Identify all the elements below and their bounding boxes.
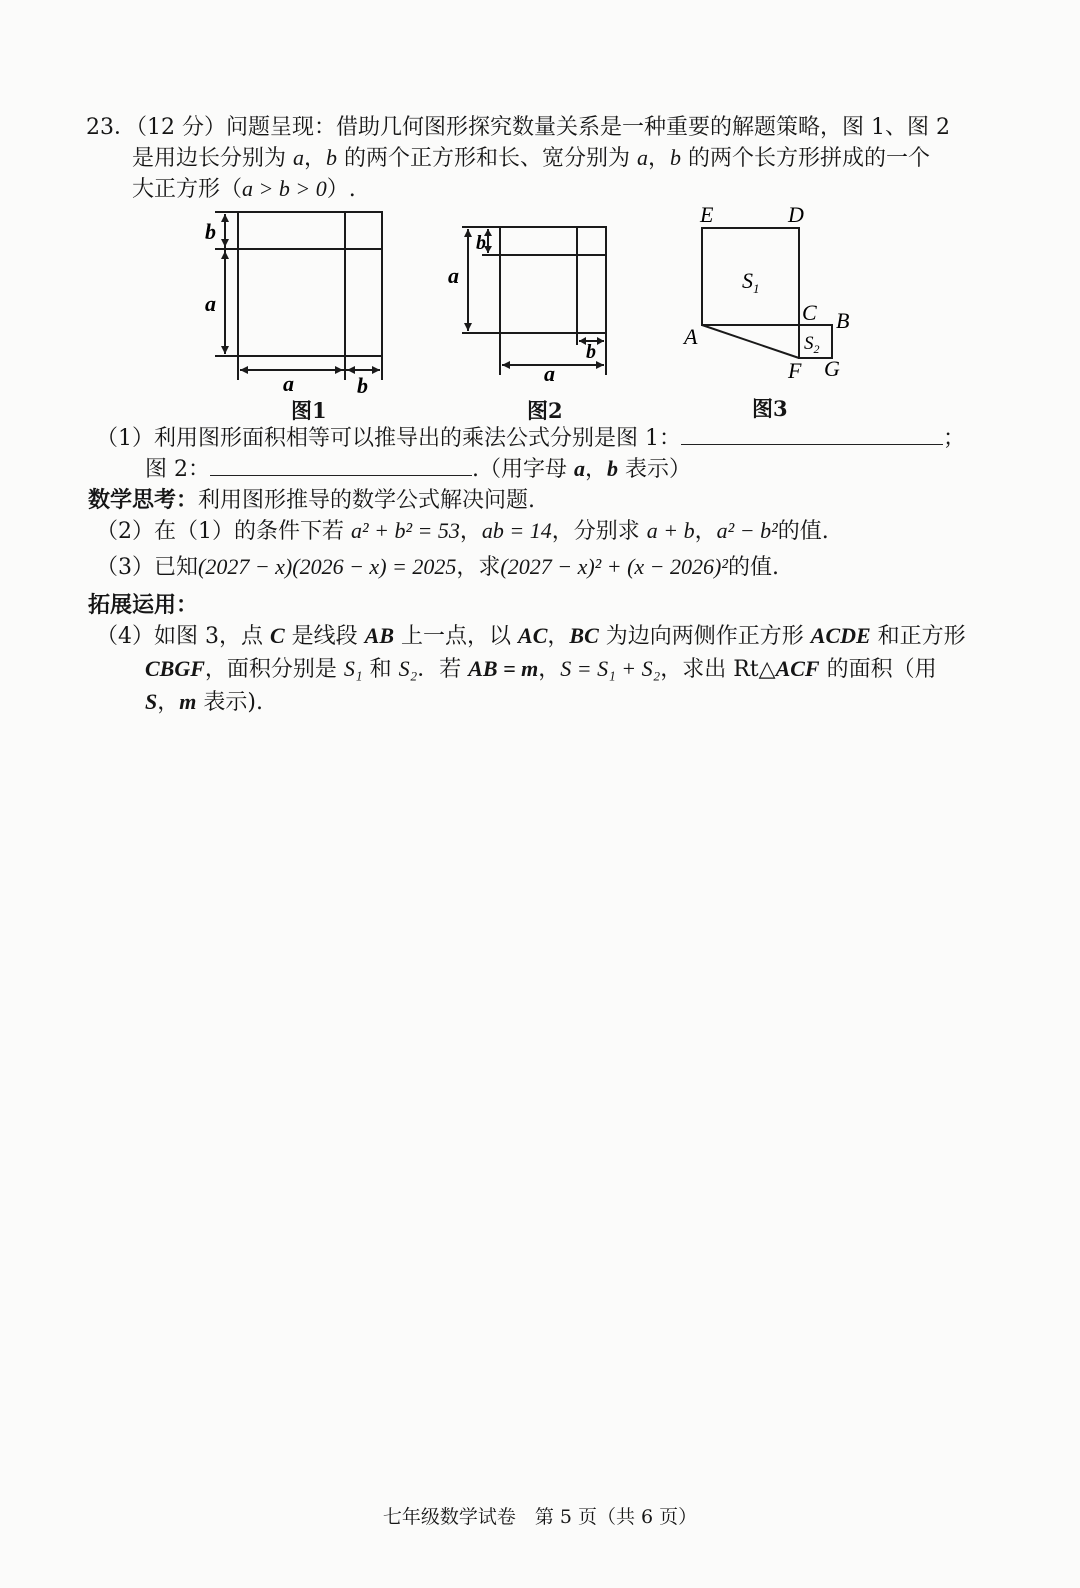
fig2-label-b-top: b [476, 232, 486, 254]
fig3-point-G: G [824, 356, 840, 381]
answer-blank-fig2[interactable] [210, 455, 472, 476]
fig2-label-b-bottom: b [586, 341, 596, 363]
fig1-label-a-bottom: a [283, 371, 294, 396]
fig1-label-b-left: b [205, 219, 216, 244]
part-2: （2）在（1）的条件下若 a² + b² = 53，ab = 14，分别求 a + b，a² − b²的值. [96, 518, 829, 544]
fig3-point-E: E [700, 202, 714, 227]
fig3-point-B: B [836, 308, 850, 333]
fig2-label-a-bottom: a [544, 361, 555, 386]
fig3-point-A: A [684, 324, 698, 349]
part-1-line-1: （1）利用图形面积相等可以推导出的乘法公式分别是图 1： ； [96, 426, 966, 451]
fig3-area-s2: $S_2$ [804, 333, 820, 356]
figure-3-caption: 图3 [752, 396, 788, 421]
page-footer: 七年级数学试卷 第 5 页（共 6 页） [382, 1506, 698, 1528]
figure-1-caption: 图1 [291, 398, 327, 423]
fig2-label-a-left: a [448, 263, 459, 288]
figure-1 [195, 205, 395, 400]
fig1-label-b-bottom: b [357, 373, 368, 398]
fig3-point-F: F [788, 358, 802, 383]
part-1-line-2: 图 2： .（用字母 a，b 表示） [145, 456, 692, 482]
part-4-line-2: CBGF，面积分别是 S₁ 和 S₂．若 AB = m，S = S₁ + S₂，求出 Rt△ACF 的面积（用 [145, 656, 937, 682]
fig1-label-a-left: a [205, 291, 216, 316]
fig3-point-C: C [802, 300, 817, 325]
answer-blank-fig1[interactable] [681, 424, 943, 445]
section-math-thinking: 数学思考：利用图形推导的数学公式解决问题. [88, 487, 536, 513]
section-extension: 拓展运用： [88, 592, 199, 618]
figure-3 [680, 198, 860, 388]
part-3: （3）已知(2027 − x)(2026 − x) = 2025，求(2027 − x)² + (x − 2026)²的值. [96, 554, 779, 580]
question-line-3: 大正方形（a > b > 0）. [132, 176, 356, 202]
part-4-line-1: （4）如图 3，点 C 是线段 AB 上一点，以 AC，BC 为边向两侧作正方形 ACDE 和正方形 [96, 623, 966, 649]
figure-2 [440, 215, 620, 390]
part-4-line-3: S，m 表示). [145, 689, 263, 715]
fig3-area-s1: $S_1$ [742, 268, 760, 296]
fig3-point-D: D [788, 202, 804, 227]
question-title-line: 23．（12 分）问题呈现：借助几何图形探究数量关系是一种重要的解题策略，图 1、图 2 [86, 115, 950, 140]
question-line-2: 是用边长分别为 a，b 的两个正方形和长、宽分别为 a，b 的两个长方形拼成的一个 [132, 145, 931, 171]
figure-2-caption: 图2 [527, 398, 563, 423]
